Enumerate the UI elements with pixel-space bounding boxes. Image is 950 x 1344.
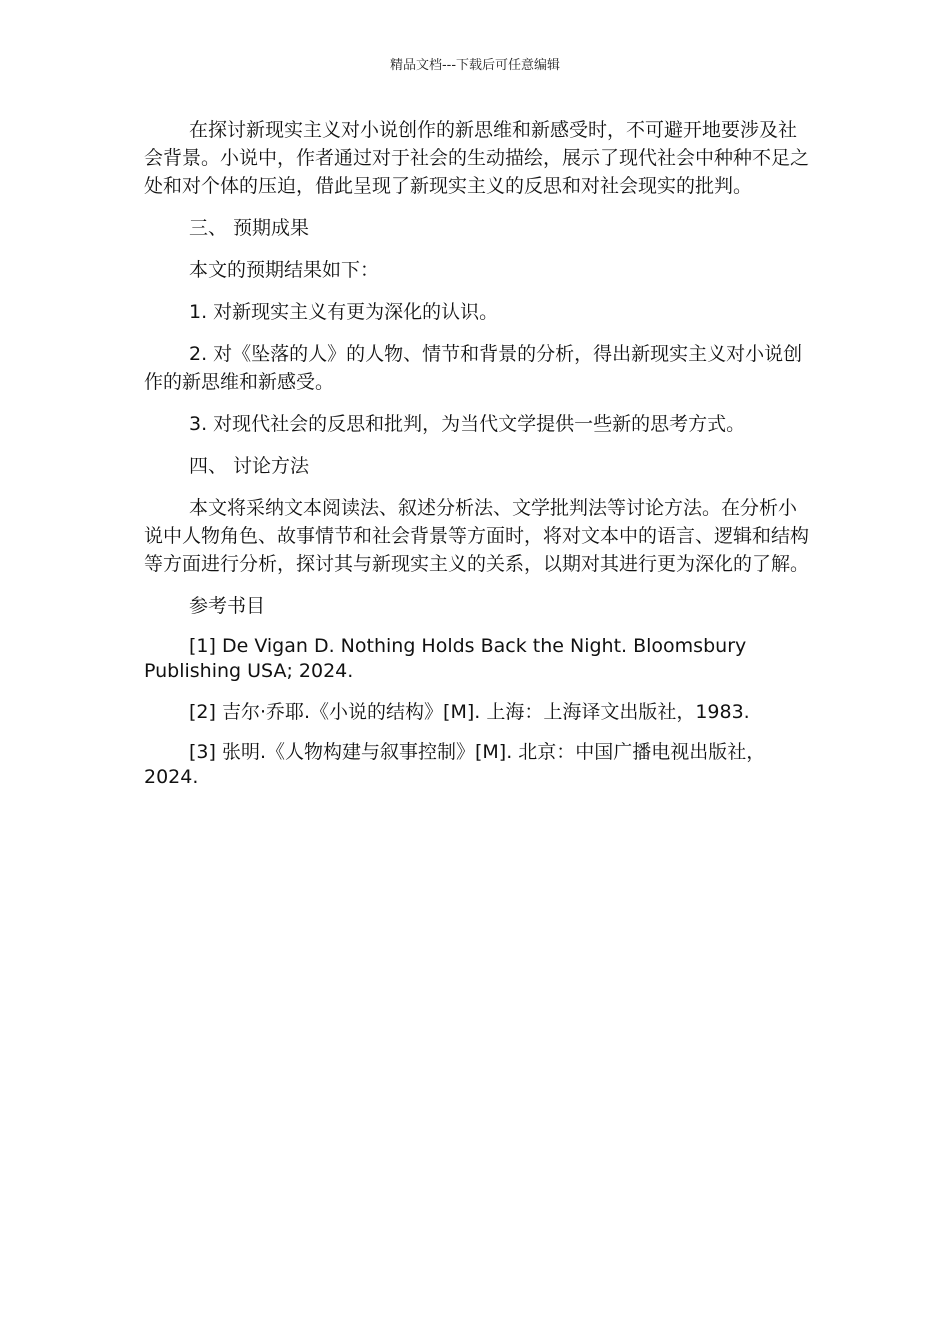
list-item-result-2: 2. 对《坠落的人》的人物、情节和背景的分析，得出新现实主义对小说创作的新思维和新感受。: [144, 343, 803, 393]
list-item-result-1: 1. 对新现实主义有更为深化的认识。: [189, 301, 499, 323]
paragraph-social-background: 在探讨新现实主义对小说创作的新思维和新感受时，不可避开地要涉及社会背景。小说中，作者通过对于社会的生动描绘，展示了现代社会中种种不足之处和对个体的压迫，借此呈现了新现实主义的反思和对社会现实的批判。: [144, 119, 810, 197]
document-body: [144, 116, 812, 804]
paragraph-methods: 本文将采纳文本阅读法、叙述分析法、文学批判法等讨论方法。在分析小说中人物角色、故事情节和社会背景等方面时，将对文本中的语言、逻辑和结构等方面进行分析，探讨其与新现实主义的关系，以期对其进行更为深化的了解。: [144, 497, 810, 575]
section-heading-methods: 四、 讨论方法: [189, 455, 310, 477]
reference-item-2: [2] 吉尔·乔耶.《小说的结构》[M]. 上海：上海译文出版社，1983.: [189, 701, 750, 723]
reference-item-3: [3] 张明.《人物构建与叙事控制》[M]. 北京：中国广播电视出版社，2024.: [144, 741, 766, 788]
list-item-result-3: 3. 对现代社会的反思和批判，为当代文学提供一些新的思考方式。: [189, 413, 746, 435]
page-header: 精品文档---下载后可任意编辑: [389, 58, 561, 73]
section-heading-references: 参考书目: [189, 595, 266, 617]
paragraph-results-intro: 本文的预期结果如下：: [189, 259, 380, 281]
section-heading-expected-results: 三、 预期成果: [189, 217, 310, 239]
reference-item-1: [1] De Vigan D. Nothing Holds Back the Night. Bloomsbury Publishing USA; 2024.: [144, 635, 747, 682]
